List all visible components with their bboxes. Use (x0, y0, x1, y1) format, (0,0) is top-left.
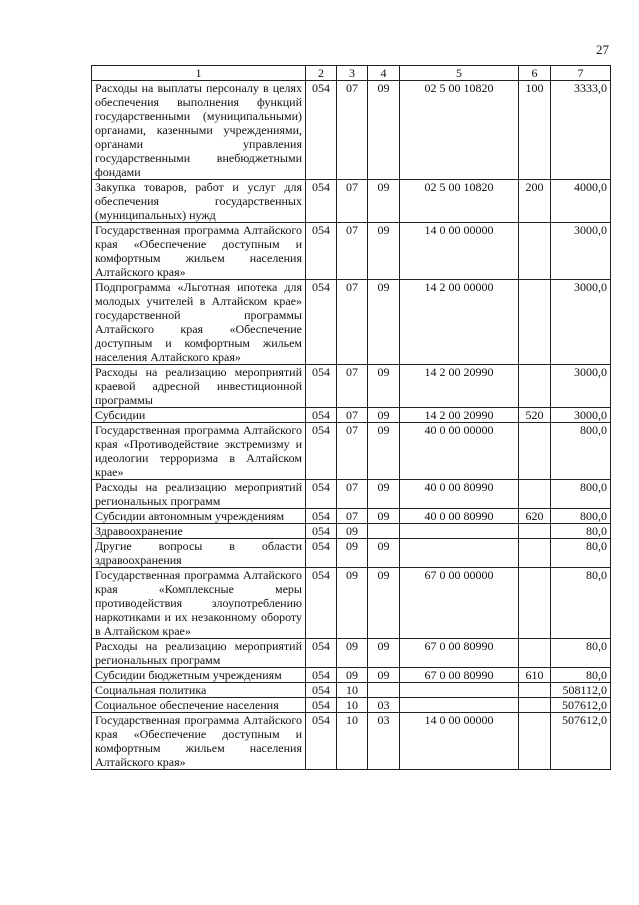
cell-subsection: 09 (368, 408, 400, 423)
cell-section: 07 (337, 408, 368, 423)
cell-target-article (400, 683, 519, 698)
cell-subsection: 09 (368, 539, 400, 568)
cell-name: Социальное обеспечение населения (92, 698, 306, 713)
cell-expense-type (519, 539, 551, 568)
cell-admin-code: 054 (306, 365, 337, 408)
cell-target-article: 14 0 00 00000 (400, 713, 519, 770)
table-row (92, 480, 611, 509)
cell-amount: 3333,0 (551, 81, 611, 180)
cell-amount: 3000,0 (551, 408, 611, 423)
table-header-row (92, 66, 611, 81)
cell-amount: 3000,0 (551, 365, 611, 408)
cell-section: 07 (337, 223, 368, 280)
budget-table (91, 65, 611, 770)
cell-subsection: 09 (368, 509, 400, 524)
cell-expense-type: 100 (519, 81, 551, 180)
cell-name: Государственная программа Алтайского края «Противодействие экстремизму и идеологии терроризма в Алтайском крае» (92, 423, 306, 480)
cell-subsection: 09 (368, 568, 400, 639)
table-row (92, 683, 611, 698)
cell-name: Социальная политика (92, 683, 306, 698)
cell-expense-type (519, 480, 551, 509)
cell-target-article: 14 0 00 00000 (400, 223, 519, 280)
cell-target-article (400, 539, 519, 568)
cell-expense-type (519, 683, 551, 698)
cell-amount: 80,0 (551, 639, 611, 668)
header-cell: 6 (519, 66, 551, 81)
cell-section: 07 (337, 365, 368, 408)
table-row (92, 180, 611, 223)
cell-name: Подпрограмма «Льготная ипотека для молодых учителей в Алтайском крае» государственной программы Алтайского края «Обеспечение доступным и комфортным жильем населения Алтайского края» (92, 280, 306, 365)
cell-section: 07 (337, 81, 368, 180)
cell-subsection: 03 (368, 713, 400, 770)
cell-section: 07 (337, 280, 368, 365)
cell-admin-code: 054 (306, 639, 337, 668)
cell-admin-code: 054 (306, 180, 337, 223)
cell-admin-code: 054 (306, 698, 337, 713)
cell-name: Закупка товаров, работ и услуг для обеспечения государственных (муниципальных) нужд (92, 180, 306, 223)
cell-expense-type (519, 713, 551, 770)
cell-name: Другие вопросы в области здравоохранения (92, 539, 306, 568)
cell-subsection: 09 (368, 280, 400, 365)
cell-amount: 800,0 (551, 423, 611, 480)
cell-amount: 508112,0 (551, 683, 611, 698)
cell-subsection (368, 683, 400, 698)
cell-section: 09 (337, 539, 368, 568)
cell-expense-type (519, 280, 551, 365)
cell-expense-type (519, 698, 551, 713)
cell-admin-code: 054 (306, 280, 337, 365)
cell-name: Расходы на реализацию мероприятий региональных программ (92, 480, 306, 509)
cell-admin-code: 054 (306, 539, 337, 568)
cell-subsection: 09 (368, 480, 400, 509)
cell-subsection (368, 524, 400, 539)
cell-subsection: 09 (368, 223, 400, 280)
cell-expense-type (519, 223, 551, 280)
cell-admin-code: 054 (306, 524, 337, 539)
table-row (92, 423, 611, 480)
cell-subsection: 09 (368, 180, 400, 223)
cell-name: Расходы на реализацию мероприятий региональных программ (92, 639, 306, 668)
table-row (92, 509, 611, 524)
cell-expense-type (519, 524, 551, 539)
cell-amount: 80,0 (551, 524, 611, 539)
cell-admin-code: 054 (306, 81, 337, 180)
cell-subsection: 09 (368, 81, 400, 180)
cell-amount: 80,0 (551, 668, 611, 683)
cell-target-article: 14 2 00 00000 (400, 280, 519, 365)
cell-name: Государственная программа Алтайского края «Обеспечение доступным и комфортным жильем населения Алтайского края» (92, 223, 306, 280)
table-row (92, 280, 611, 365)
cell-expense-type (519, 639, 551, 668)
table-row (92, 365, 611, 408)
cell-admin-code: 054 (306, 223, 337, 280)
header-cell: 1 (92, 66, 306, 81)
cell-section: 07 (337, 480, 368, 509)
cell-section: 09 (337, 524, 368, 539)
cell-target-article: 14 2 00 20990 (400, 408, 519, 423)
cell-name: Субсидии (92, 408, 306, 423)
cell-subsection: 03 (368, 698, 400, 713)
table-body (92, 81, 611, 770)
cell-name: Здравоохранение (92, 524, 306, 539)
cell-admin-code: 054 (306, 668, 337, 683)
cell-admin-code: 054 (306, 408, 337, 423)
cell-amount: 507612,0 (551, 698, 611, 713)
table-row (92, 713, 611, 770)
cell-amount: 3000,0 (551, 223, 611, 280)
cell-name: Государственная программа Алтайского края «Обеспечение доступным и комфортным жильем населения Алтайского края» (92, 713, 306, 770)
header-cell: 5 (400, 66, 519, 81)
cell-section: 09 (337, 668, 368, 683)
cell-name: Субсидии автономным учреждениям (92, 509, 306, 524)
cell-name: Расходы на реализацию мероприятий краевой адресной инвестиционной программы (92, 365, 306, 408)
cell-section: 09 (337, 568, 368, 639)
cell-expense-type (519, 423, 551, 480)
cell-admin-code: 054 (306, 713, 337, 770)
cell-amount: 800,0 (551, 509, 611, 524)
table-row (92, 568, 611, 639)
table-row (92, 639, 611, 668)
cell-target-article (400, 698, 519, 713)
table-row (92, 524, 611, 539)
cell-section: 10 (337, 698, 368, 713)
cell-amount: 3000,0 (551, 280, 611, 365)
cell-admin-code: 054 (306, 423, 337, 480)
cell-section: 07 (337, 180, 368, 223)
cell-section: 07 (337, 423, 368, 480)
cell-admin-code: 054 (306, 568, 337, 639)
cell-name: Расходы на выплаты персоналу в целях обеспечения выполнения функций государственными (муниципальными) органами, казенными учреждениями, органами управления государственными внебюджетными фондами (92, 81, 306, 180)
cell-name: Государственная программа Алтайского края «Комплексные меры противодействия злоупотреблению наркотиками и их незаконному обороту в Алтайском крае» (92, 568, 306, 639)
cell-target-article: 14 2 00 20990 (400, 365, 519, 408)
cell-target-article (400, 524, 519, 539)
cell-expense-type (519, 568, 551, 639)
cell-expense-type: 620 (519, 509, 551, 524)
cell-target-article: 67 0 00 80990 (400, 668, 519, 683)
cell-amount: 4000,0 (551, 180, 611, 223)
cell-section: 07 (337, 509, 368, 524)
header-cell: 4 (368, 66, 400, 81)
cell-target-article: 67 0 00 80990 (400, 639, 519, 668)
cell-expense-type: 610 (519, 668, 551, 683)
cell-expense-type: 520 (519, 408, 551, 423)
cell-expense-type: 200 (519, 180, 551, 223)
header-cell: 2 (306, 66, 337, 81)
cell-target-article: 40 0 00 80990 (400, 509, 519, 524)
table-row (92, 223, 611, 280)
cell-section: 10 (337, 683, 368, 698)
cell-target-article: 67 0 00 00000 (400, 568, 519, 639)
cell-subsection: 09 (368, 668, 400, 683)
cell-target-article: 40 0 00 80990 (400, 480, 519, 509)
cell-subsection: 09 (368, 365, 400, 408)
page-number: 27 (596, 42, 609, 57)
table-row (92, 668, 611, 683)
table-row (92, 408, 611, 423)
cell-subsection: 09 (368, 639, 400, 668)
cell-target-article: 40 0 00 00000 (400, 423, 519, 480)
header-cell: 7 (551, 66, 611, 81)
cell-section: 09 (337, 639, 368, 668)
cell-name: Субсидии бюджетным учреждениям (92, 668, 306, 683)
cell-amount: 507612,0 (551, 713, 611, 770)
cell-amount: 80,0 (551, 539, 611, 568)
cell-admin-code: 054 (306, 683, 337, 698)
cell-amount: 80,0 (551, 568, 611, 639)
table-row (92, 81, 611, 180)
cell-expense-type (519, 365, 551, 408)
cell-section: 10 (337, 713, 368, 770)
cell-target-article: 02 5 00 10820 (400, 180, 519, 223)
cell-amount: 800,0 (551, 480, 611, 509)
cell-admin-code: 054 (306, 509, 337, 524)
cell-admin-code: 054 (306, 480, 337, 509)
table-row (92, 698, 611, 713)
header-cell: 3 (337, 66, 368, 81)
cell-subsection: 09 (368, 423, 400, 480)
cell-target-article: 02 5 00 10820 (400, 81, 519, 180)
table-row (92, 539, 611, 568)
